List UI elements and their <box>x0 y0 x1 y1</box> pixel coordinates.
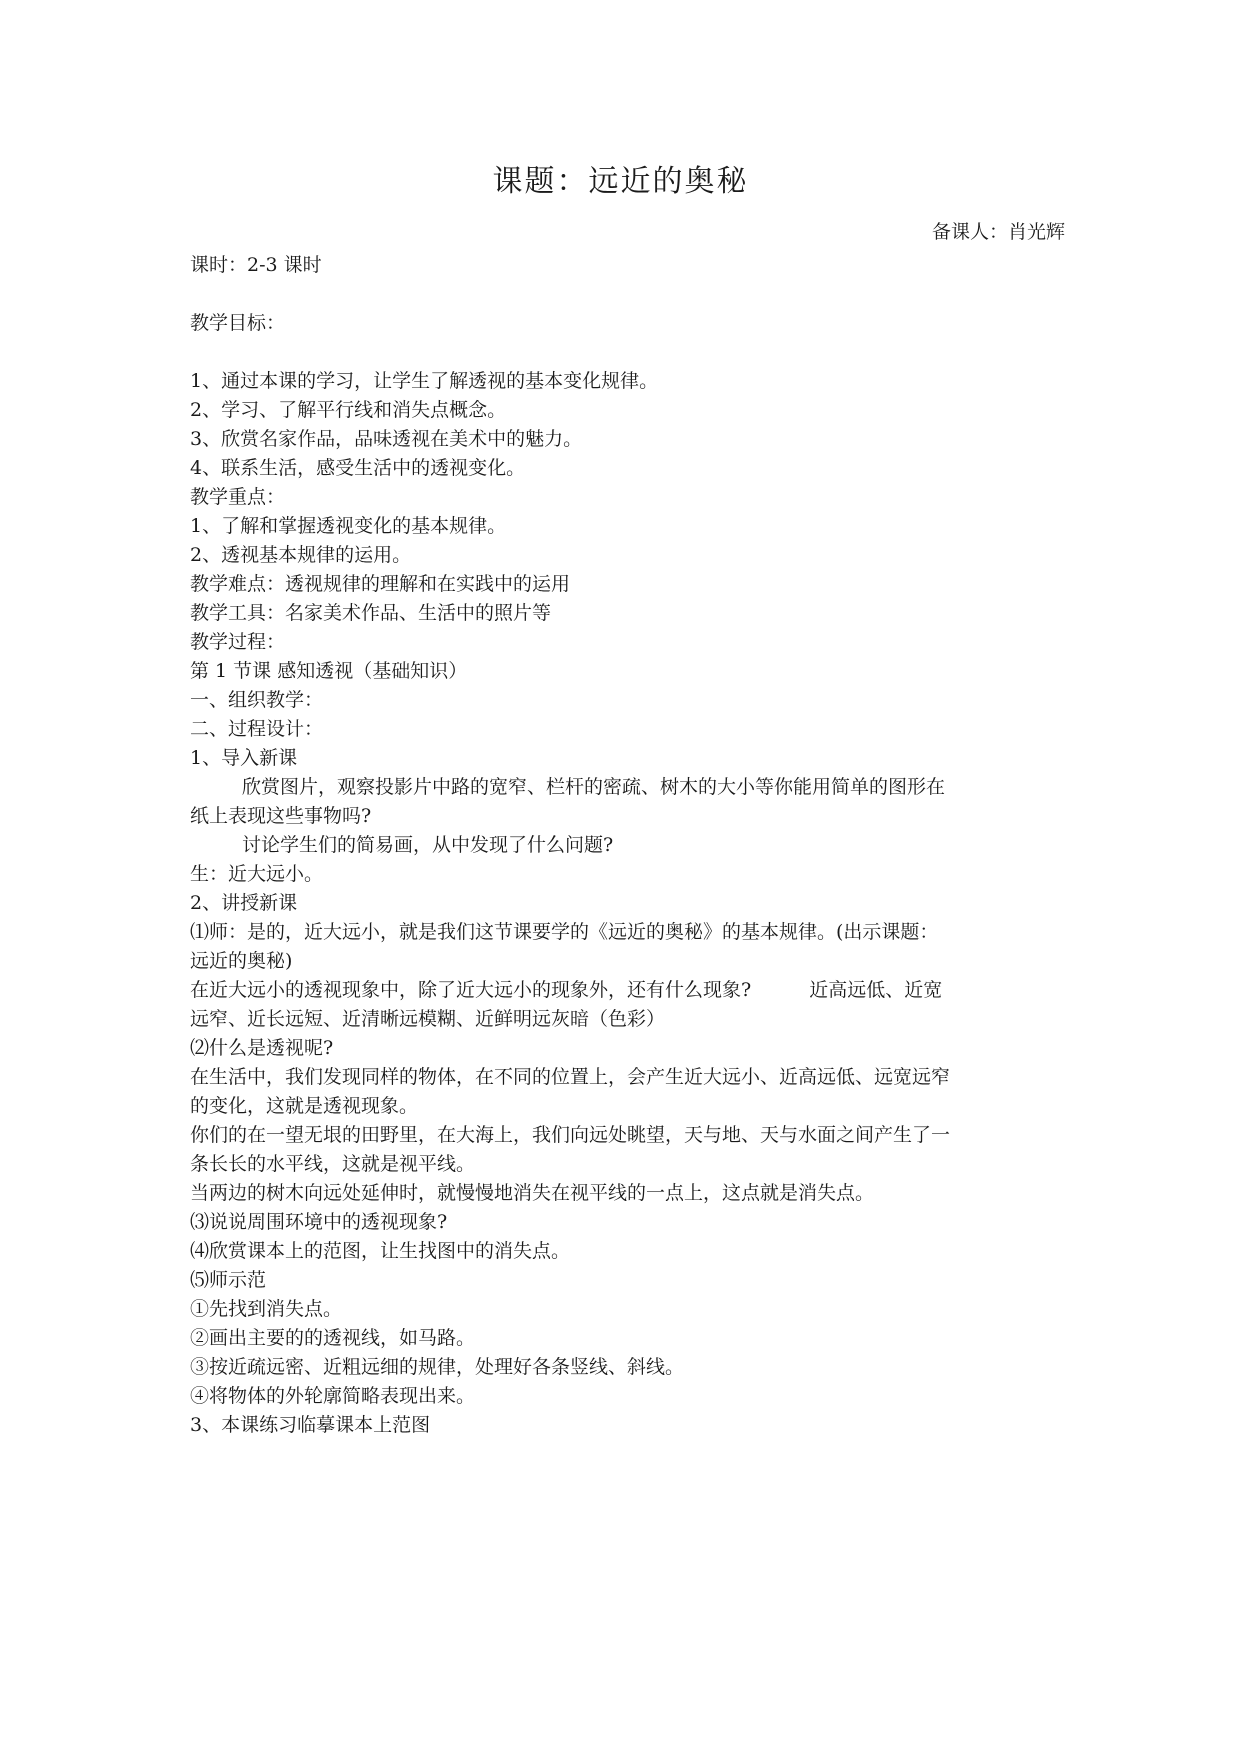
practice-line: 3、本课练习临摹课本上范图 <box>190 1414 431 1436</box>
perspective-definition-line-2: 的变化，这就是透视现象。 <box>190 1095 419 1117</box>
environment-question: ⑶说说周围环境中的透视现象? <box>190 1211 448 1233</box>
lesson-title: 课题：远近的奥秘 <box>492 164 749 199</box>
what-is-perspective: ⑵什么是透视呢? <box>190 1037 334 1059</box>
phenomena-question-text: 在近大远小的透视现象中，除了近大远小的现象外，还有什么现象? <box>190 979 752 1001</box>
demo-step-2: ②画出主要的的透视线，如马路。 <box>190 1327 476 1349</box>
key-point-1: 1、了解和掌握透视变化的基本规律。 <box>190 515 507 537</box>
horizon-line-1: 你们的在一望无垠的田野里，在大海上，我们向远处眺望，天与地、天与水面之间产生了一 <box>190 1124 951 1146</box>
goal-2: 2、学习、了解平行线和消失点概念。 <box>190 399 507 421</box>
demo-step-3: ③按近疏远密、近粗远细的规律，处理好各条竖线、斜线。 <box>190 1356 685 1378</box>
student-answer: 生：近大远小。 <box>190 863 324 885</box>
teach-new-lesson: 2、讲授新课 <box>190 892 298 914</box>
perspective-definition-line-1: 在生活中，我们发现同样的物体，在不同的位置上，会产生近大远小、近高远低、远宽远窄 <box>190 1066 951 1088</box>
lesson-1-heading: 第 1 节课 感知透视（基础知识） <box>190 660 468 682</box>
organize-teaching: 一、组织教学： <box>190 689 324 711</box>
teacher-demo: ⑸师示范 <box>190 1269 267 1291</box>
appreciate-examples: ⑷欣赏课本上的范图，让生找图中的消失点。 <box>190 1240 571 1262</box>
class-hours: 课时：2-3 课时 <box>190 254 322 276</box>
tools: 教学工具：名家美术作品、生活中的照片等 <box>190 602 552 624</box>
phenomena-answer-continued: 远窄、近长远短、近清晰远模糊、近鲜明远灰暗（色彩） <box>190 1008 666 1030</box>
teacher-statement-line-2: 远近的奥秘) <box>190 950 293 972</box>
process-heading: 教学过程： <box>190 631 286 653</box>
teacher-statement-line-1: ⑴师：是的，近大远小，就是我们这节课要学的《远近的奥秘》的基本规律。(出示课题： <box>190 921 939 943</box>
intro-new-lesson: 1、导入新课 <box>190 747 298 769</box>
goal-4: 4、联系生活，感受生活中的透视变化。 <box>190 457 526 479</box>
process-design: 二、过程设计： <box>190 718 324 740</box>
discussion-line: 讨论学生们的简易画，从中发现了什么问题? <box>242 834 614 856</box>
phenomena-question <box>190 977 942 1003</box>
vanishing-point-line: 当两边的树木向远处延伸时，就慢慢地消失在视平线的一点上，这点就是消失点。 <box>190 1182 875 1204</box>
phenomena-answer-start: 近高远低、近宽 <box>809 979 943 1001</box>
author-line: 备课人：肖光辉 <box>931 221 1065 243</box>
difficulties: 教学难点：透视规律的理解和在实践中的运用 <box>190 573 571 595</box>
goal-1: 1、通过本课的学习，让学生了解透视的基本变化规律。 <box>190 370 659 392</box>
intro-paragraph-line-1: 欣赏图片，观察投影片中路的宽窄、栏杆的密疏、树木的大小等你能用简单的图形在 <box>242 776 946 798</box>
goal-3: 3、欣赏名家作品，品味透视在美术中的魅力。 <box>190 428 583 450</box>
horizon-line-2: 条长长的水平线，这就是视平线。 <box>190 1153 476 1175</box>
key-point-2: 2、透视基本规律的运用。 <box>190 544 412 566</box>
teaching-goals-heading: 教学目标： <box>190 312 286 334</box>
key-points-heading: 教学重点： <box>190 486 286 508</box>
demo-step-1: ①先找到消失点。 <box>190 1298 343 1320</box>
demo-step-4: ④将物体的外轮廓简略表现出来。 <box>190 1385 476 1407</box>
intro-paragraph-line-2: 纸上表现这些事物吗? <box>190 805 372 827</box>
